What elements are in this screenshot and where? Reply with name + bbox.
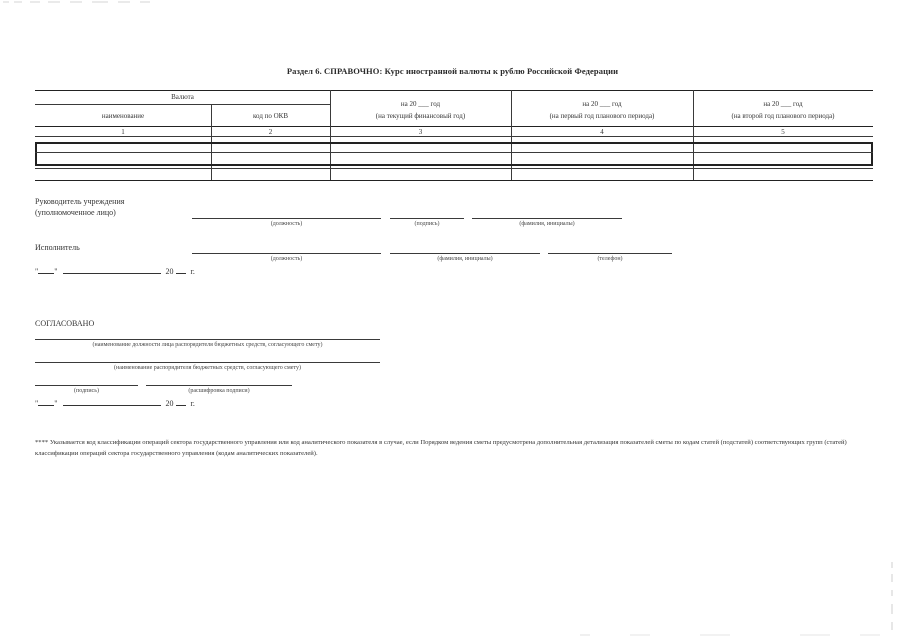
footnote: **** Указывается код классификации операций сектора государственного управления или код аналитического показателя в случае, если Порядком ведения сметы предусмотрена дополнительная детализация показателей сметы по кодам статей (подстатей) соответствующих групп (статей) классификации операций сектора государственного управления (кодам аналитических показателей). xyxy=(35,439,847,457)
header-code: код по ОКВ xyxy=(252,112,289,120)
executor-date-line: " " 20 г. xyxy=(35,267,195,276)
approval-manager-caption: (наименование распорядителя бюджетных средств, согласующего смету) xyxy=(114,365,301,371)
scan-noise xyxy=(0,0,160,6)
column-number: 3 xyxy=(418,128,423,136)
head-label: Руководитель учреждения xyxy=(35,197,125,206)
executor-phone-caption: (телефон) xyxy=(597,256,623,262)
executor-position-caption: (должность) xyxy=(270,256,303,262)
section-title: Раздел 6. СПРАВОЧНО: Курс иностранной валюты к рублю Российской Федерации xyxy=(286,66,619,76)
executor-fullname-caption: (фамилия, инициалы) xyxy=(437,256,493,262)
scan-edge-noise xyxy=(886,560,898,635)
table-data-row xyxy=(35,142,873,166)
head-signature-caption: (подпись) xyxy=(414,221,440,227)
head-label-sub: (уполномоченное лицо) xyxy=(35,208,116,217)
header-name: наименование xyxy=(101,112,145,120)
approval-official-caption: (наименование должности лица распорядителя бюджетных средств, согласующего смету) xyxy=(92,342,323,348)
approval-date-line: " " 20 г. xyxy=(35,399,195,408)
header-currency: Валюта xyxy=(171,93,194,101)
header-year-first: на 20 ___ год xyxy=(582,100,622,108)
executor-label: Исполнитель xyxy=(35,243,80,252)
column-number: 2 xyxy=(268,128,273,136)
column-number: 4 xyxy=(600,128,604,136)
header-year-current-note: (на текущий финансовый год) xyxy=(375,112,466,120)
column-number: 1 xyxy=(121,128,125,136)
approval-signature-caption: (подпись) xyxy=(74,388,99,394)
header-year-second: на 20 ___ год xyxy=(763,100,803,108)
scan-bottom-noise xyxy=(570,632,890,638)
header-year-second-note: (на второй год планового периода) xyxy=(731,112,835,120)
approval-title: СОГЛАСОВАНО xyxy=(35,319,95,328)
header-year-first-note: (на первый год планового периода) xyxy=(549,112,655,120)
approval-decoding-caption: (расшифровка подписи) xyxy=(188,388,250,394)
head-position-caption: (должность) xyxy=(270,221,303,227)
head-fullname-caption: (фамилия, инициалы) xyxy=(519,221,575,227)
header-year-current: на 20 ___ год xyxy=(400,100,441,108)
column-number: 5 xyxy=(781,128,785,136)
